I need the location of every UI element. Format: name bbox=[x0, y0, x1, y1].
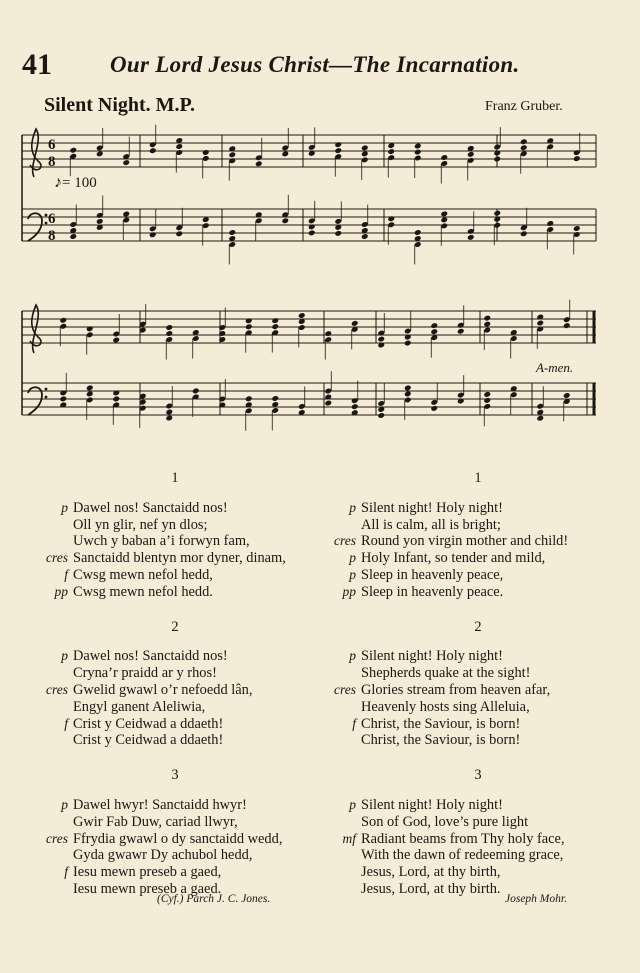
notehead bbox=[520, 230, 528, 237]
verse-line bbox=[328, 665, 628, 682]
notehead bbox=[404, 385, 412, 392]
dynamic-marking: p bbox=[61, 796, 68, 812]
dynamic-marking: p bbox=[349, 499, 356, 515]
time-signature-top: 6 bbox=[48, 211, 56, 227]
verse-line bbox=[328, 881, 628, 898]
notehead bbox=[165, 324, 173, 331]
dynamic-marking bbox=[40, 665, 73, 682]
dynamic-marking bbox=[328, 665, 361, 682]
notehead bbox=[271, 317, 279, 324]
verse-text: Dawel nos! Sanctaidd nos! bbox=[73, 648, 228, 665]
notehead bbox=[440, 154, 448, 161]
notehead bbox=[387, 215, 395, 222]
verse-text: Gwelid gwawl o’r nefoedd lân, bbox=[73, 681, 253, 698]
notehead bbox=[563, 392, 571, 399]
dynamic-marking bbox=[40, 847, 73, 864]
dynamic-marking: cres bbox=[334, 681, 356, 697]
notehead bbox=[281, 151, 289, 158]
verse-text: Silent night! Holy night! bbox=[361, 499, 503, 516]
notehead bbox=[334, 147, 342, 154]
notehead bbox=[192, 388, 200, 395]
treble-clef-icon bbox=[30, 305, 41, 353]
notehead bbox=[387, 148, 395, 155]
verse-text: Christ, the Saviour, is born! bbox=[361, 732, 521, 749]
notehead bbox=[493, 156, 501, 163]
notehead bbox=[175, 230, 183, 237]
notehead bbox=[149, 231, 157, 238]
verse-text: Sanctaidd blentyn mor dyner, dinam, bbox=[73, 550, 286, 567]
verse-line bbox=[40, 500, 310, 517]
verse-line bbox=[40, 732, 310, 749]
notehead bbox=[271, 323, 279, 330]
stanza-number: 1 bbox=[474, 470, 482, 486]
verse-line bbox=[328, 797, 628, 814]
dynamic-marking bbox=[328, 864, 361, 881]
verse-line bbox=[40, 648, 310, 665]
notehead bbox=[404, 391, 412, 398]
verse-line bbox=[40, 567, 310, 584]
translator-credit: (Cyf.) Parch J. C. Jones. bbox=[157, 893, 271, 905]
verse-line bbox=[328, 517, 628, 534]
notehead bbox=[440, 211, 448, 218]
verse-line bbox=[328, 699, 628, 716]
stanza-number: 2 bbox=[474, 618, 482, 635]
verse-text: Gwir Fab Duw, cariad llwyr, bbox=[73, 813, 238, 830]
notehead bbox=[563, 322, 571, 329]
verse-line bbox=[328, 567, 628, 584]
notehead bbox=[112, 396, 120, 403]
dynamic-marking: pp bbox=[342, 583, 356, 599]
notehead bbox=[404, 340, 412, 347]
dynamic-marking bbox=[40, 699, 73, 716]
bass-clef-dot bbox=[45, 214, 48, 217]
notehead bbox=[165, 415, 173, 422]
notehead bbox=[86, 391, 94, 398]
bass-clef-dot bbox=[45, 222, 48, 225]
notehead bbox=[440, 217, 448, 224]
verse-text: Ffrydia gwawl o dy sanctaidd wedd, bbox=[73, 830, 283, 847]
verse-line bbox=[40, 584, 310, 601]
notehead bbox=[361, 151, 369, 158]
dynamic-marking: p bbox=[61, 648, 68, 664]
notehead bbox=[483, 391, 491, 398]
time-signature-bottom: 8 bbox=[48, 228, 56, 244]
dynamic-marking: mf bbox=[342, 830, 356, 846]
notehead bbox=[165, 409, 173, 416]
notehead bbox=[281, 217, 289, 224]
tempo-marking: ♪= 100 bbox=[54, 174, 97, 191]
verse-text: Jesus, Lord, at thy birth, bbox=[361, 864, 501, 881]
notehead bbox=[96, 151, 104, 158]
hymn-title: Silent Night. M.P. bbox=[44, 94, 195, 116]
notehead bbox=[520, 144, 528, 151]
verse-line bbox=[328, 864, 628, 881]
verse-text: All is calm, all is bright; bbox=[361, 516, 501, 533]
dynamic-marking: cres bbox=[46, 830, 68, 846]
verse-line bbox=[40, 864, 310, 881]
dynamic-marking bbox=[40, 814, 73, 831]
notehead bbox=[351, 320, 359, 327]
dynamic-marking: p bbox=[349, 796, 356, 812]
verse-text: Cwsg mewn nefol hedd, bbox=[73, 566, 213, 583]
welsh-verses bbox=[40, 470, 310, 898]
verse-text: Christ, the Saviour, is born! bbox=[361, 715, 521, 732]
bass-clef-dot bbox=[45, 396, 48, 399]
notehead bbox=[414, 143, 422, 150]
verse-line bbox=[40, 716, 310, 733]
verse-line bbox=[328, 831, 628, 848]
notehead bbox=[308, 224, 316, 231]
verse-text: Dawel hwyr! Sanctaidd hwyr! bbox=[73, 796, 247, 813]
page-title: Our Lord Jesus Christ—The Incarnation. bbox=[110, 52, 520, 77]
dynamic-marking: f bbox=[64, 864, 68, 880]
notehead bbox=[377, 412, 385, 419]
notehead bbox=[414, 229, 422, 236]
notehead bbox=[467, 151, 475, 158]
notehead bbox=[377, 336, 385, 343]
verse-line bbox=[328, 716, 628, 733]
notehead bbox=[202, 149, 210, 156]
verse-line bbox=[40, 831, 310, 848]
notehead bbox=[361, 145, 369, 152]
dynamic-marking: cres bbox=[46, 681, 68, 697]
dynamic-marking bbox=[40, 517, 73, 534]
time-signature-top: 6 bbox=[48, 137, 56, 153]
treble-clef-icon bbox=[30, 129, 41, 177]
verse-text: Silent night! Holy night! bbox=[361, 648, 503, 665]
lyricist-credit: Joseph Mohr. bbox=[505, 893, 567, 905]
verse-text: Radiant beams from Thy holy face, bbox=[361, 830, 565, 847]
verse-line bbox=[40, 533, 310, 550]
notehead bbox=[493, 210, 501, 217]
notehead bbox=[122, 211, 130, 218]
dynamic-marking bbox=[328, 517, 361, 534]
verse-line bbox=[328, 550, 628, 567]
stanza-number: 1 bbox=[171, 470, 179, 486]
notehead bbox=[69, 147, 77, 154]
notehead bbox=[483, 397, 491, 404]
notehead bbox=[430, 322, 438, 329]
amen-lyric: A-men. bbox=[536, 360, 574, 375]
time-signature-bottom: 8 bbox=[48, 154, 56, 170]
verse-text: Silent night! Holy night! bbox=[361, 796, 503, 813]
dynamic-marking: f bbox=[64, 566, 68, 582]
notehead bbox=[573, 225, 581, 232]
notehead bbox=[483, 315, 491, 322]
notehead bbox=[96, 218, 104, 225]
notehead bbox=[86, 325, 94, 332]
verse-line bbox=[328, 682, 628, 699]
notehead bbox=[255, 160, 263, 167]
notehead bbox=[228, 229, 236, 236]
verse-text: Jesus, Lord, at thy birth. bbox=[361, 880, 501, 897]
dynamic-marking: p bbox=[61, 499, 68, 515]
notehead bbox=[59, 317, 67, 324]
verse-text: Glories stream from heaven afar, bbox=[361, 681, 551, 698]
stanza-number: 3 bbox=[474, 767, 482, 784]
stanza-number: 3 bbox=[171, 767, 179, 784]
notehead bbox=[112, 337, 120, 344]
verse-line bbox=[40, 699, 310, 716]
notehead bbox=[536, 415, 544, 422]
verse-text: Uwch y baban a’i forwyn fam, bbox=[73, 533, 250, 550]
dynamic-marking bbox=[328, 847, 361, 864]
verse-text: Dawel nos! Sanctaidd nos! bbox=[73, 499, 228, 516]
notehead bbox=[59, 396, 67, 403]
notehead bbox=[271, 395, 279, 402]
notehead bbox=[430, 328, 438, 335]
verse-text: Holy Infant, so tender and mild, bbox=[361, 550, 546, 567]
notehead bbox=[546, 220, 554, 227]
dynamic-marking: p bbox=[349, 550, 356, 566]
dynamic-marking bbox=[328, 699, 361, 716]
dynamic-marking bbox=[328, 814, 361, 831]
verse-text: Crist y Ceidwad a ddaeth! bbox=[73, 715, 224, 732]
notehead bbox=[334, 141, 342, 148]
notehead bbox=[112, 390, 120, 397]
notehead bbox=[520, 138, 528, 145]
verse-text: Iesu mewn preseb a gaed. bbox=[73, 880, 222, 897]
notehead bbox=[467, 234, 475, 241]
notehead bbox=[361, 233, 369, 240]
dynamic-marking bbox=[40, 732, 73, 749]
verse-text: Round yon virgin mother and child! bbox=[361, 533, 569, 550]
notehead bbox=[165, 330, 173, 337]
verse-text: Cwsg mewn nefol hedd. bbox=[73, 583, 213, 600]
verse-line bbox=[328, 648, 628, 665]
dynamic-marking: f bbox=[64, 715, 68, 731]
page-number: 41 bbox=[22, 48, 52, 81]
notehead bbox=[334, 230, 342, 237]
verse-line bbox=[40, 847, 310, 864]
verse-text: Son of God, love’s pure light bbox=[361, 813, 529, 830]
verse-line bbox=[40, 550, 310, 567]
dynamic-marking bbox=[328, 881, 361, 898]
notehead bbox=[122, 159, 130, 166]
notehead bbox=[175, 143, 183, 150]
notehead bbox=[324, 330, 332, 337]
notehead bbox=[324, 400, 332, 407]
notehead bbox=[457, 328, 465, 335]
notehead bbox=[351, 403, 359, 410]
verse-line bbox=[40, 682, 310, 699]
notehead bbox=[69, 233, 77, 240]
english-verses bbox=[328, 470, 628, 898]
verse-line bbox=[328, 500, 628, 517]
dynamic-marking: p bbox=[349, 566, 356, 582]
notehead bbox=[483, 321, 491, 328]
verse-line bbox=[328, 533, 628, 550]
notehead bbox=[245, 317, 253, 324]
verse-line bbox=[40, 797, 310, 814]
verse-text: Shepherds quake at the sight! bbox=[361, 665, 531, 682]
verse-line bbox=[40, 814, 310, 831]
dynamic-marking bbox=[40, 881, 73, 898]
dynamic-marking: cres bbox=[334, 533, 356, 549]
dynamic-marking bbox=[40, 533, 73, 550]
verse-text: Oll yn glir, nef yn dlos; bbox=[73, 516, 208, 533]
verse-text: Gyda gwawr Dy achubol hedd, bbox=[73, 847, 253, 864]
verse-line bbox=[328, 732, 628, 749]
notehead bbox=[228, 151, 236, 158]
verse-text: Iesu mewn preseb a gaed, bbox=[73, 864, 222, 881]
dynamic-marking: pp bbox=[54, 583, 68, 599]
verse-line bbox=[40, 517, 310, 534]
notehead bbox=[149, 147, 157, 154]
verse-text: Crist y Ceidwad a ddaeth! bbox=[73, 732, 224, 749]
notehead bbox=[308, 230, 316, 237]
dynamic-marking bbox=[328, 732, 361, 749]
verse-text: Sleep in heavenly peace, bbox=[361, 566, 504, 583]
notehead bbox=[536, 320, 544, 327]
notehead bbox=[245, 395, 253, 402]
stanza-number: 2 bbox=[171, 618, 179, 635]
verse-line bbox=[40, 665, 310, 682]
bass-clef-dot bbox=[45, 388, 48, 391]
notehead bbox=[573, 155, 581, 162]
notehead bbox=[430, 405, 438, 412]
composer-credit: Franz Gruber. bbox=[485, 99, 563, 114]
notehead bbox=[414, 149, 422, 156]
verse-text: Heavenly hosts sing Alleluia, bbox=[361, 698, 530, 715]
verse-text: Sleep in heavenly peace. bbox=[361, 583, 504, 600]
verse-text: With the dawn of redeeming grace, bbox=[361, 847, 564, 864]
verse-line bbox=[328, 847, 628, 864]
verse-line bbox=[328, 584, 628, 601]
verse-line bbox=[328, 814, 628, 831]
dynamic-marking: f bbox=[352, 715, 356, 731]
notehead bbox=[298, 312, 306, 319]
verse-text: Engyl ganent Aleliwia, bbox=[73, 698, 206, 715]
dynamic-marking: p bbox=[349, 648, 356, 664]
notehead bbox=[86, 385, 94, 392]
notehead bbox=[245, 323, 253, 330]
dynamic-marking: cres bbox=[46, 550, 68, 566]
verse-text: Cryna’r praidd ar y rhos! bbox=[73, 665, 217, 682]
